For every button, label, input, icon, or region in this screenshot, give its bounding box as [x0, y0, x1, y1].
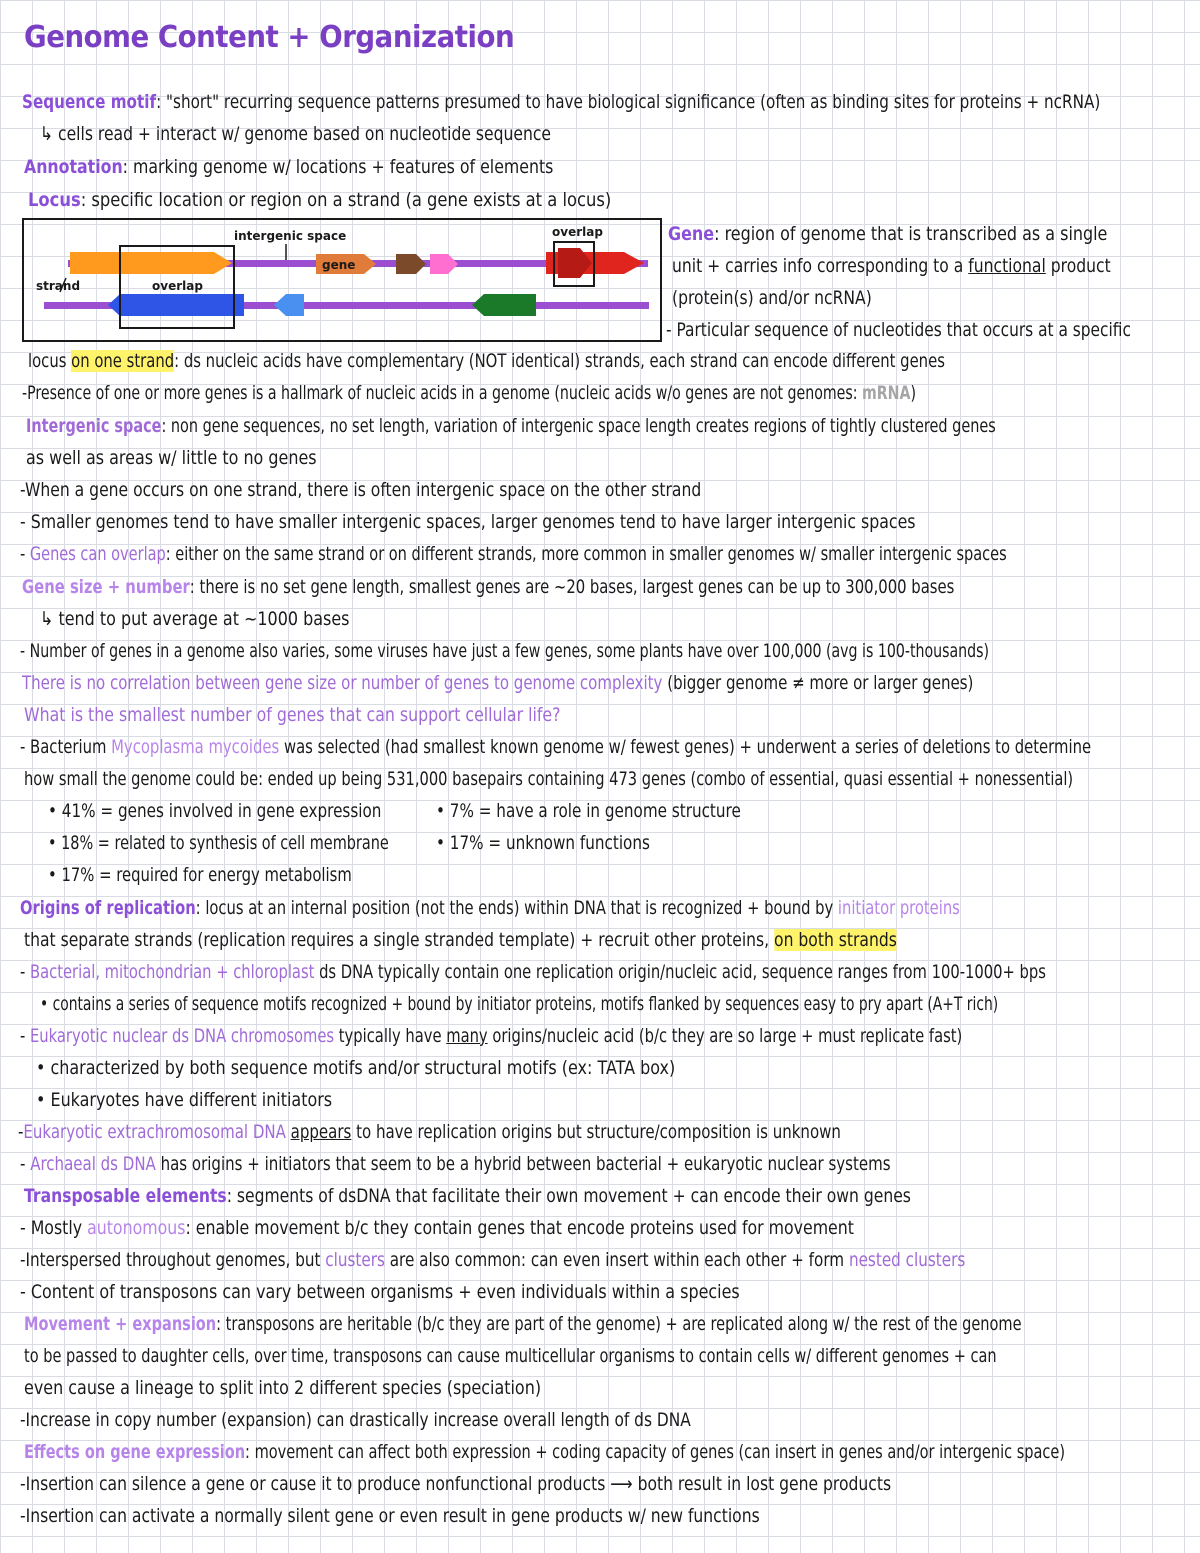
term-transposable-elements: Transposable elements: [24, 1185, 227, 1207]
lightblue-gene: [274, 294, 304, 316]
highlight-one-strand: on one strand: [71, 350, 175, 372]
note-line-18: how small the genome could be: ended up being 531,000 basepairs containing 473 genes (combo of essential, quasi essential + nonessential): [24, 768, 1074, 790]
note-line-7: Intergenic space: non gene sequences, no set length, variation of intergenic space length creates regions of tightly clustered genes: [26, 415, 996, 437]
note-line-34: even cause a lineage to split into 2 different species (speciation): [24, 1377, 542, 1399]
bullet-1: • 41% = genes involved in gene expression: [48, 800, 382, 822]
intergenic-label: intergenic space: [234, 229, 347, 243]
note-line-32: Movement + expansion: transposons are heritable (b/c they are part of the genome) + are replicated along w/ the rest of the genome: [24, 1313, 1022, 1335]
term-annotation: Annotation: [24, 156, 123, 178]
gene-line-4: - Particular sequence of nucleotides that occurs at a specific: [666, 319, 1131, 341]
page-title: Genome Content + Organization: [24, 20, 515, 55]
note-line-23: - Eukaryotic nuclear ds DNA chromosomes typically have many origins/nucleic acid (b/c they are so large + must replicate fast): [20, 1025, 963, 1047]
note-line-31: - Content of transposons can vary between organisms + even individuals within a species: [20, 1281, 740, 1303]
note-line-11: - Genes can overlap: either on the same strand or on different strands, more common in smaller genomes w/ smaller intergenic spaces: [20, 543, 1007, 565]
note-line-19: Origins of replication: locus at an internal position (not the ends) within DNA that is recognized + bound by initiator proteins: [20, 897, 960, 919]
highlight-both-strands: on both strands: [774, 929, 897, 951]
note-line-17: - Bacterium Mycoplasma mycoides was selected (had smallest known genome w/ fewest genes) + underwent a series of deletions to determine: [20, 736, 1092, 758]
note-line-30: -Interspersed throughout genomes, but clusters are also common: can even insert within each other + form nested clusters: [20, 1249, 966, 1271]
gene-line-2: unit + carries info corresponding to a functional product: [672, 255, 1111, 277]
orange-gene: [70, 252, 232, 274]
note-line-25: • Eukaryotes have different initiators: [36, 1089, 333, 1111]
note-line-29: - Mostly autonomous: enable movement b/c they contain genes that encode proteins used for movement: [20, 1217, 854, 1239]
gene-label: gene: [322, 258, 356, 272]
note-line-14: - Number of genes in a genome also varies, some viruses have just a few genes, some plants have over 100,000 (avg is 100-thousands): [20, 640, 990, 662]
genome-diagram-svg: [24, 220, 660, 340]
brown-gene: [396, 254, 426, 274]
bullet-2: • 7% = have a role in genome structure: [436, 800, 741, 822]
blue-gene: [108, 294, 244, 316]
note-line-13: ↳ tend to put average at ~1000 bases: [40, 608, 350, 630]
note-line-9: -When a gene occurs on one strand, there is often intergenic space on the other strand: [20, 479, 702, 501]
note-line-36: Effects on gene expression: movement can affect both expression + coding capacity of genes (can insert in genes and/or intergenic space): [24, 1441, 1066, 1463]
note-line-27: - Archaeal ds DNA has origins + initiators that seem to be a hybrid between bacterial + eukaryotic nuclear systems: [20, 1153, 891, 1175]
bullet-3: • 18% = related to synthesis of cell membrane: [48, 832, 389, 854]
note-line-10: - Smaller genomes tend to have smaller intergenic spaces, larger genomes tend to have larger intergenic spaces: [20, 511, 916, 533]
note-line-24: • characterized by both sequence motifs and/or structural motifs (ex: TATA box): [36, 1057, 676, 1079]
note-line-26: -Eukaryotic extrachromosomal DNA appears to have replication origins but structure/composition is unknown: [18, 1121, 841, 1143]
pink-gene: [430, 254, 458, 274]
term-origins-of-replication: Origins of replication: [20, 897, 196, 919]
term-sequence-motif: Sequence motif: [22, 91, 157, 113]
note-line-12: Gene size + number: there is no set gene length, smallest genes are ~20 bases, largest genes can be up to 300,000 bases: [22, 576, 955, 598]
note-line-33: to be passed to daughter cells, over time, transposons can cause multicellular organisms to contain cells w/ different genomes + can: [24, 1345, 997, 1367]
note-line-15: There is no correlation between gene size or number of genes to genome complexity (bigger genome ≠ more or larger genes): [22, 672, 974, 694]
overlap-bottom-label: overlap: [152, 279, 203, 293]
term-locus: Locus: [28, 189, 81, 211]
strand-label: strand: [36, 279, 81, 293]
note-line-4: Locus: specific location or region on a strand (a gene exists at a locus): [28, 189, 612, 211]
note-line-20: that separate strands (replication requires a single stranded template) + recruit other proteins, on both strands: [24, 929, 897, 951]
note-line-38: -Insertion can activate a normally silent gene or even result in gene products w/ new functions: [20, 1505, 760, 1527]
note-line-1: Sequence motif: "short" recurring sequence patterns presumed to have biological significance (often as binding sites for proteins + ncRNA): [22, 91, 1101, 113]
note-line-5: locus on one strand: ds nucleic acids have complementary (NOT identical) strands, each strand can encode different genes: [28, 350, 945, 372]
term-intergenic-space: Intergenic space: [26, 415, 162, 437]
note-line-2: ↳ cells read + interact w/ genome based on nucleotide sequence: [40, 123, 552, 145]
green-gene: [472, 294, 536, 316]
gene-line-3: (protein(s) and/or ncRNA): [672, 287, 872, 309]
note-line-8: as well as areas w/ little to no genes: [26, 447, 317, 469]
note-line-6: -Presence of one or more genes is a hallmark of nucleic acids in a genome (nucleic acids w/o genes are not genomes: mRNA): [22, 382, 917, 404]
term-movement-expansion: Movement + expansion: [24, 1313, 217, 1335]
term-no-correlation: There is no correlation between gene size or number of genes to genome complexity: [22, 672, 663, 694]
note-line-3: Annotation: marking genome w/ locations + features of elements: [24, 156, 554, 178]
note-line-35: -Increase in copy number (expansion) can drastically increase overall length of ds DNA: [20, 1409, 691, 1431]
bullet-4: • 17% = unknown functions: [436, 832, 650, 854]
term-genes-can-overlap: Genes can overlap: [29, 543, 166, 565]
note-line-22: • contains a series of sequence motifs recognized + bound by initiator proteins, motifs flanked by sequences easy to pry apart (A+T rich): [40, 993, 999, 1015]
bullet-5: • 17% = required for energy metabolism: [48, 864, 352, 886]
term-gene-size-number: Gene size + number: [22, 576, 190, 598]
genome-diagram: [22, 218, 662, 342]
gene-line-1: Gene: region of genome that is transcribed as a single: [668, 223, 1108, 245]
note-line-16: What is the smallest number of genes that can support cellular life?: [24, 704, 561, 726]
term-effects-on-gene-expression: Effects on gene expression: [24, 1441, 246, 1463]
term-mycoplasma: Mycoplasma mycoides: [111, 736, 280, 758]
note-line-37: -Insertion can silence a gene or cause it to produce nonfunctional products ⟶ both result in lost gene products: [20, 1473, 892, 1495]
note-line-21: - Bacterial, mitochondrian + chloroplast ds DNA typically contain one replication origin/nucleic acid, sequence ranges from 100-1000+ bps: [20, 961, 1046, 983]
note-line-28: Transposable elements: segments of dsDNA that facilitate their own movement + can encode their own genes: [24, 1185, 911, 1207]
term-gene: Gene: [668, 223, 715, 245]
overlap-top-label: overlap: [552, 225, 603, 239]
